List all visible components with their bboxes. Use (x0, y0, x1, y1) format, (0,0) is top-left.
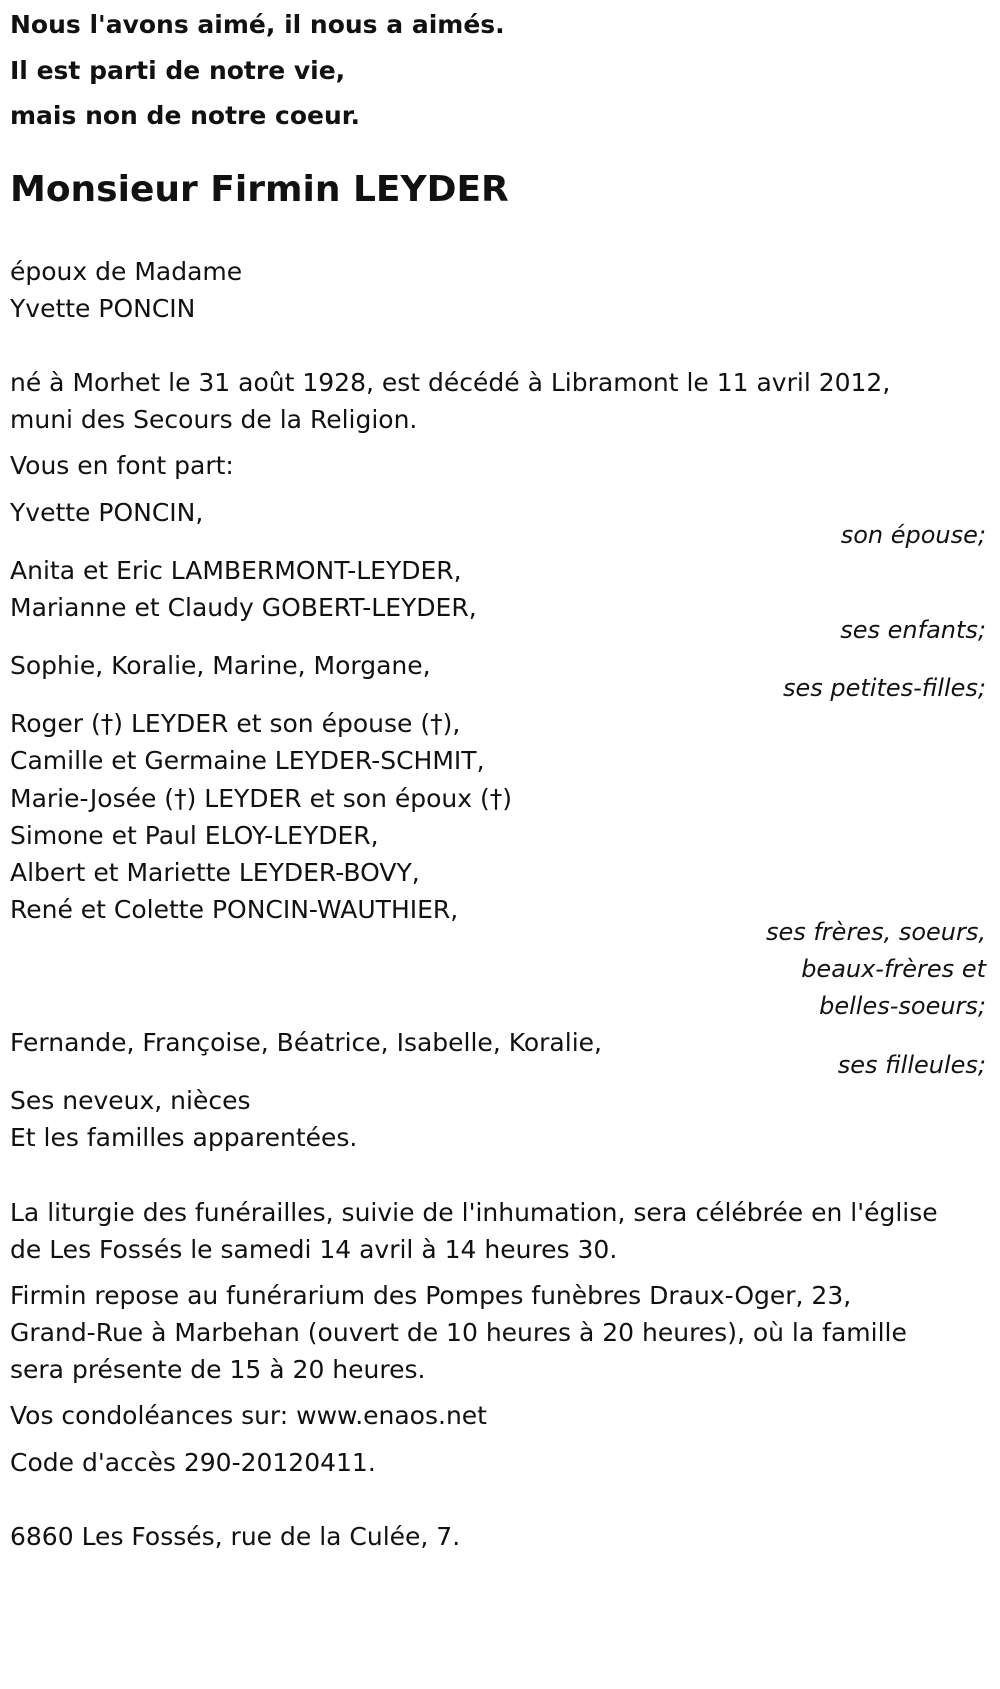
spouse-line: Yvette PONCIN (10, 294, 196, 323)
family-line: Yvette PONCIN, (10, 498, 204, 527)
relation-label: ses frères, soeurs, (765, 918, 986, 946)
relation-label: ses enfants; (840, 616, 986, 644)
family-line: Camille et Germaine LEYDER-SCHMIT, (10, 746, 485, 775)
relation-label: beaux-frères et (801, 955, 986, 983)
access-code-line: Code d'accès 290-20120411. (10, 1448, 376, 1477)
family-line: Ses neveux, nièces (10, 1086, 251, 1115)
condolences-line: Vos condoléances sur: www.enaos.net (10, 1401, 487, 1430)
obituary-notice (10, 0, 986, 1689)
relation-label: ses filleules; (837, 1051, 986, 1079)
family-line: Et les familles apparentées. (10, 1123, 358, 1152)
quote-line: Il est parti de notre vie, (10, 56, 346, 85)
spouse-line: époux de Madame (10, 257, 243, 286)
relation-label: ses petites-filles; (782, 674, 986, 702)
family-line: Marianne et Claudy GOBERT-LEYDER, (10, 593, 477, 622)
quote-line: mais non de notre coeur. (10, 101, 361, 130)
funeral-line: de Les Fossés le samedi 14 avril à 14 heures 30. (10, 1235, 618, 1264)
family-line: Albert et Mariette LEYDER-BOVY, (10, 858, 420, 887)
relation-label: son épouse; (840, 521, 986, 549)
address-line: 6860 Les Fossés, rue de la Culée, 7. (10, 1522, 461, 1551)
rest-line: sera présente de 15 à 20 heures. (10, 1355, 426, 1384)
rest-line: Grand-Rue à Marbehan (ouvert de 10 heures à 20 heures), où la famille (10, 1318, 907, 1347)
family-line: Simone et Paul ELOY-LEYDER, (10, 821, 379, 850)
family-line: Anita et Eric LAMBERMONT-LEYDER, (10, 556, 462, 585)
rest-line: Firmin repose au funérarium des Pompes funèbres Draux-Oger, 23, (10, 1281, 852, 1310)
relation-label: belles-soeurs; (819, 992, 986, 1020)
family-line: René et Colette PONCIN-WAUTHIER, (10, 895, 459, 924)
deceased-name: Monsieur Firmin LEYDER (10, 169, 509, 210)
birth-death-line: muni des Secours de la Religion. (10, 405, 418, 434)
family-line: Marie-Josée (†) LEYDER et son époux (†) (10, 784, 513, 813)
announcement: Vous en font part: (10, 451, 234, 480)
quote-line: Nous l'avons aimé, il nous a aimés. (10, 10, 505, 39)
funeral-line: La liturgie des funérailles, suivie de l'inhumation, sera célébrée en l'église (10, 1198, 938, 1227)
family-line: Sophie, Koralie, Marine, Morgane, (10, 651, 431, 680)
family-line: Roger (†) LEYDER et son épouse (†), (10, 709, 461, 738)
birth-death-line: né à Morhet le 31 août 1928, est décédé à Libramont le 11 avril 2012, (10, 368, 891, 397)
family-line: Fernande, Françoise, Béatrice, Isabelle, Koralie, (10, 1028, 602, 1057)
